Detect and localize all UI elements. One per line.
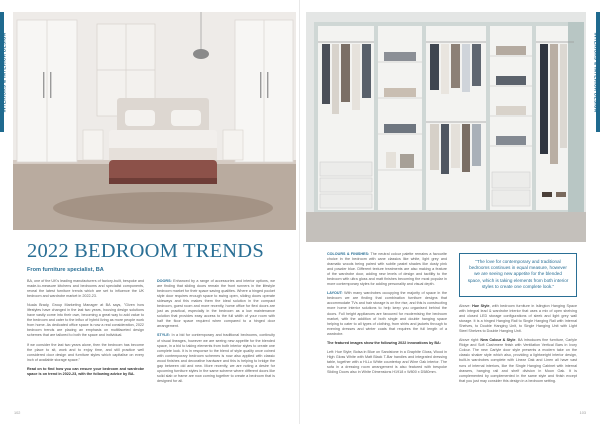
section-tab-right [590,12,600,132]
featured-heading: The featured images show the following 2022 innovations by BA: [327,340,441,345]
colours-text: The neutral colour palette remains a favourite choice in the bedroom with cane classics like white, light grey and dramatic woods being paired with subtle pastel shades like dusty pink and powder blue. Different texture treatments are also making a feature of the wardrobe door, adding new levels of design and tactility to the bedroom with ultra gloss and matt finishes becoming the most popular in more contemporary styles for adding personality and visual depth. [327,252,447,287]
article-subtitle: From furniture specialist, BA [27,267,104,273]
wardrobe-photo [306,12,586,242]
doors-text: Enhanced by a range of accessories and interior options, we are finding that sliding doors remain the front runners in the lifestyle bedroom market for their space saving qualities. Where a hinged pocket style door requires enough space to swing open, sliding doors operate sideways and this makes them the ideal solution in the compact bedroom, guest room and more recently, home office for flexi doors are just as practical, especially in the bedroom as a low maintenance solution that provides easy access to the full width of your room with half the floor space required when compared to a hinged door arrangement. [157,279,275,329]
colours-heading: COLOURS & FINISHES: [327,252,370,256]
caption-prefix: Above right: [459,338,481,343]
paragraph: BA, one of the UK's leading manufacturers of factory-built, bespoke and made-to-measure kitchens and bedrooms and specialist components, reveal the latest furniture trends which are set to influence the UK bedroom and wardrobe market in 2022-23. [27,279,144,299]
article-column-1 [27,279,144,381]
intro-bold-paragraph: Read on to find how you can ensure your bedroom and wardrobe space is on trend in 2022-23, with the following advice by BA. [27,366,144,376]
paragraph: If we consider the last two years alone, then the bedroom has become the place to sit, work and to enjoy time, and still practice well considered door design and furniture styles which capitalise on every inch of available storage space." [27,342,144,362]
doors-heading: DOORS: [157,279,172,283]
featured-text: Left: Hue Style; Bolsa in Blue on Sandstone in a Graphite Gloss, Wood in High Gloss White with Matt Black T-Bar handles and integrated dressing table, together with a Hi-Lo White countertop and Wine Oak interior. The sofa in a dressing room arrangement is also featured with bespoke Sliding Doors also in White Dimensions H1918 x W800 x D580mm. [327,349,447,374]
article-column-4 [459,304,577,388]
section-tab-label: INTERIORS & INTERIOR DESIGN [1,32,7,113]
bedroom-photo [13,12,296,230]
caption-text: . BA introduces fine furniture, Carlyle Ridge and Soft Cashmere finish with Ventilation Vertical Bars in Ivory Colour. The new Carlyle door style presents a modern take on the classic shaker style which also, providing a lightweight interior design, built-in wardrobes complete with Linear Oak and Linen all have vast runs of internal interiors, like the Single Hanging Cabinet with internal drawers, hanging rail and shelf division in Moon Oak. It is complemented by complemented in the same style and finish except that you just may consider this design in a bedroom setting. [459,338,577,383]
article-column-3 [327,252,447,379]
section-tab-left [0,12,10,132]
caption-bold: New Colour & Style [480,338,516,343]
layout-text: With many wardrobes occupying the majority of space in the bedroom we are finding that combination furniture designs that accommodate TVs and hair storage is on the rise, and this is constructing more home interior solutions to help keep you organised behind the doors. Full height appliances are favoured for modernising the bedroom market, with the addition of both single and double hanging space helping to cater to all types of clothing, from shirts and jackets through to evening dresses and winter coats that requires the full length of a wardrobe. [327,291,447,336]
page-number-right: 103 [579,411,586,415]
wardrobe-illustration [306,12,586,242]
section-tab-label: INTERIORS & INTERIOR DESIGN [593,32,599,113]
article-column-2 [157,279,275,388]
layout-heading: LAYOUT: [327,291,343,296]
right-page [300,0,600,424]
article-title: 2022 BEDROOM TRENDS [27,240,264,262]
style-text: In a bid for contemporary and traditional bedrooms, continuity of visual lineages, however we are seeing new appetite for the blended space, in a bid to taking elements from both interior styles to create one complete look. It is in response to the blend of style quality once coined with contemporary bedroom schemes is now also applied with classic wood finishes and decorative hardware and this is helping to bridge the gap between old and new. More recently, we are noting a desire for upcoming furniture styles in the same scheme where different doors like solid slab or frame are now coming together to create a bedroom that is designed for all. [157,333,275,383]
pull-quote: "The love for contemporary and traditional bedrooms continues in equal measure, however we are seeing new appetite for the blended space, which is taking elements from both interior styles to create one complete look." [459,253,577,297]
paragraph: Nuala Brady, Group Marketing Manager at BA says, "Given how lifestyles have changed in the last two years, housing design solutions have vastly come into their own, becoming a great way to add value to the bedroom and cater to the influx of hybrid living as more people work from home. As dedicated office space is now a real consideration, 2022 bedroom trends are placing an emphasis on multifaceted design schemes that are tailored to both the space and individual. [27,303,144,338]
page-number-left: 102 [14,411,21,415]
caption-prefix: Above: [459,304,473,308]
caption-bold: Hue Style [472,304,490,308]
bedroom-illustration [13,12,296,230]
style-heading: STYLE: [157,333,171,338]
caption-text: , with bedroom furniture in Islington Hanging Space with Integral lead & wardrobe interior that uses a mix of open shelving and closed LED storage configurations of sleek and light grey wall storage. It is a hinged Hanging Rail to Single Hanging Rail with Internal Shelves, to Double Hanging Unit, to Single Hanging Unit with Light Steel Shelves to Double Hanging Unit. [459,304,577,334]
